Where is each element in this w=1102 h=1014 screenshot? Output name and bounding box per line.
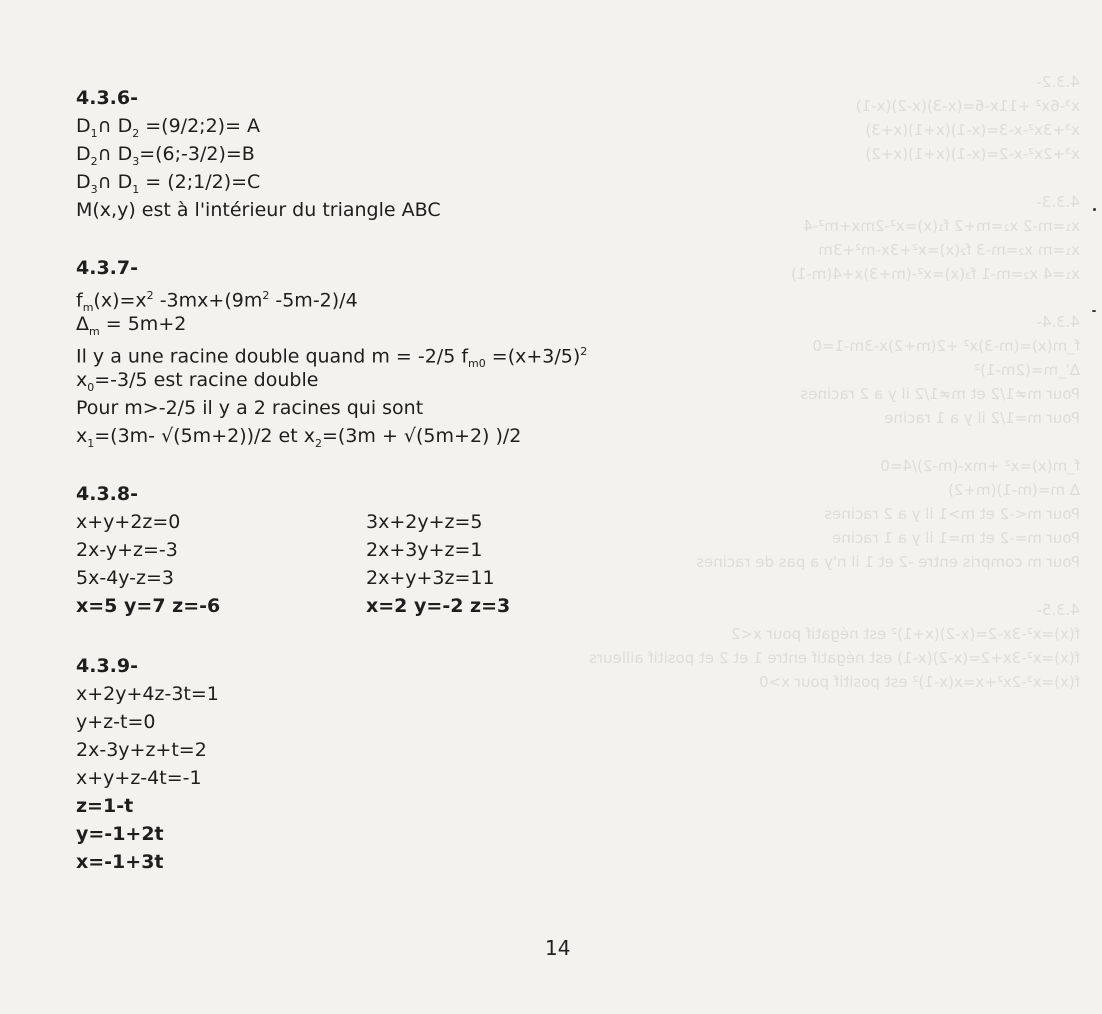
- section-4-3-8: [76, 480, 676, 630]
- section-4-3-9: [76, 652, 219, 876]
- equation: y+z-t=0: [76, 711, 156, 733]
- equation: 2x-3y+z+t=2: [76, 739, 207, 761]
- solution: x=5 y=7 z=-6: [76, 595, 221, 617]
- equation: 2x+y+3z=11: [366, 567, 495, 589]
- discriminant: $\Delta_m = 5m+2$: [76, 313, 187, 338]
- section-heading: 4.3.7-: [76, 257, 138, 279]
- equation: 2x+3y+z=1: [366, 539, 483, 561]
- equation: x+y+z-4t=-1: [76, 767, 202, 789]
- triangle-statement: M(x,y) est à l'intérieur du triangle ABC: [76, 199, 441, 221]
- equation: x+2y+4z-3t=1: [76, 683, 219, 705]
- intersection-d3-d1: $D_3\cap$ $D_1$ = (2;1/2)=C: [76, 171, 261, 196]
- double-root-condition: Il y a une racine double quand m = -2/5 $f_{m0} =(x+3/5)^2$: [76, 345, 588, 371]
- intersection-d1-d2: $D_1\cap$ $D_2$ =(9/2;2)= A: [76, 115, 261, 140]
- equation: 5x-4y-z=3: [76, 567, 175, 589]
- equation: x+y+2z=0: [76, 511, 181, 533]
- bleed-through-text: 4.3.2- x³-6x² +11x-6=(x-3)(x-2)(x-1) x³+3x²-x-3=(x-1)(x+1)(x+3) x³+2x²-x-2=(x-1)(x+1)(x+2) 4.3.3- x₁=m-2 x₂=m+2 f₁(x)=x²-2mx+m²-4 x₁=m x₂=m-3 f₂(x)=x²+3x-m²+3m x₁=4 x₂=m-1 f₃(x)=x²-(m+3)x+4(m-1) 4.3.4- f_m(x)=(m-3)x² +2(m+2)x-3m-1=0 Δ'_m=(2m-1)² Pour m≠1/2 et m≠1/2 il y a 2 racines Pour m=1/2 il y a 1 racine f_m(x)=x² +mx-(m-2)/4=0 Δ m=(m-1)(m+2) Pour m<-2 et m>1 il y a 2 racines Pour m=-2 et m=1 il y a 1 racine Pour m compris entre -2 et 1 il n'y a pas de racines 4.3.5- f(x)=x²-3x-2=(x-2)(x+1)² est négatif pour x<2 f(x)=x²-3x+2=(x-2)(x-1) est négatif entre 1 et 2 et positif ailleurs f(x)=x³-2x²+x=x(x-1)² est positif pour x>0: [589, 73, 1080, 691]
- intersection-d2-d3: $D_2\cap$ $D_3=(6;-3/2)=B$: [76, 143, 255, 168]
- two-roots-values: $x_1=(3m-$ √(5m+2))/2 et $x_2=(3m + √(5m+2)$ )/2: [76, 425, 522, 450]
- solution: y=-1+2t: [76, 823, 164, 845]
- section-4-3-7: [76, 254, 587, 450]
- section-heading: 4.3.6-: [76, 87, 138, 109]
- two-roots-condition: Pour m>-2/5 il y a 2 racines qui sont: [76, 397, 424, 419]
- equation: 2x-y+z=-3: [76, 539, 178, 561]
- equation: 3x+2y+z=5: [366, 511, 483, 533]
- scan-mark: [1092, 310, 1096, 312]
- section-heading: 4.3.9-: [76, 655, 138, 677]
- page-number: 14: [545, 936, 571, 960]
- solution: x=2 y=-2 z=3: [366, 595, 511, 617]
- section-4-3-6: [76, 84, 441, 224]
- double-root-value: $x_0=-3/5$ est racine double: [76, 369, 319, 394]
- solution: x=-1+3t: [76, 851, 164, 873]
- system-right: [366, 508, 510, 620]
- function-definition: $f_m(x)=x^2$ $-3mx+(9m^2$ -5m-2)/4: [76, 289, 358, 315]
- section-heading: 4.3.8-: [76, 483, 138, 505]
- solution: z=1-t: [76, 795, 134, 817]
- scan-mark: [1093, 208, 1096, 211]
